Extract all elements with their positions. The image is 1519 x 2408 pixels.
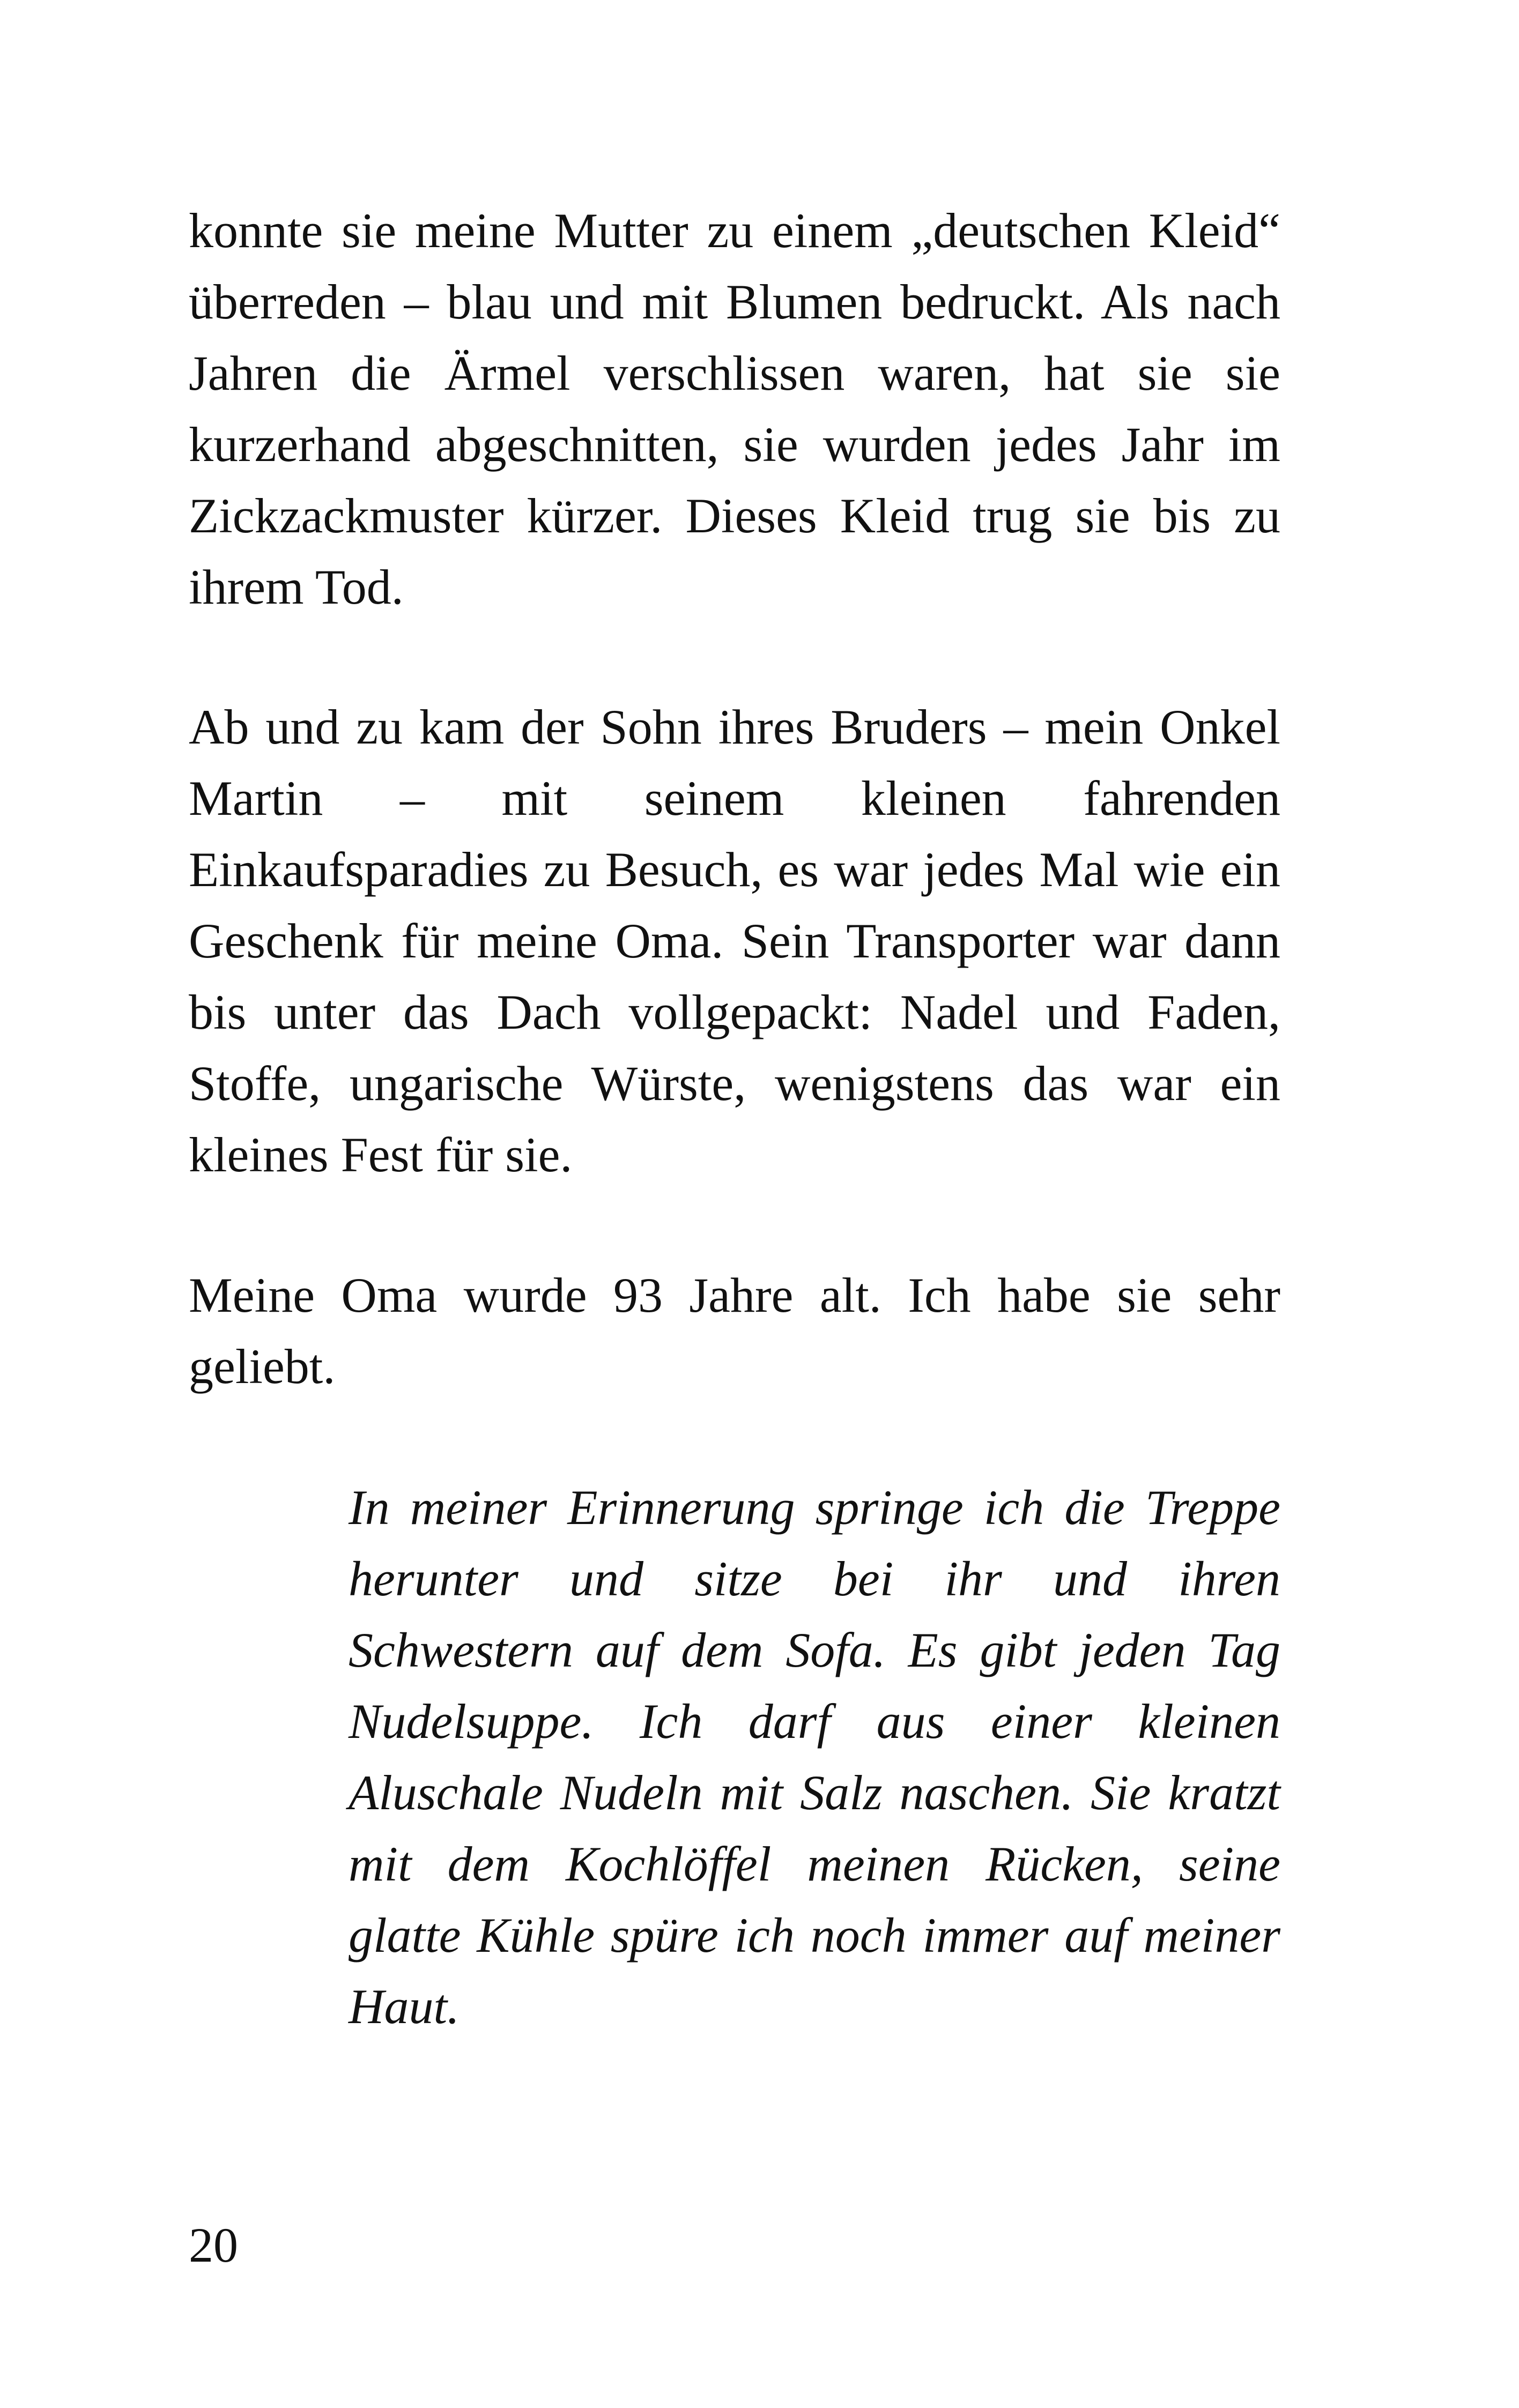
paragraph-grandma-age: Meine Oma wurde 93 Jahre alt. Ich habe sie sehr geliebt. (189, 1268, 1280, 1394)
italic-memory-quote: In meiner Erinnerung springe ich die Treppe herunter und sitze bei ihr und ihren Schwestern auf dem Sofa. Es gibt jeden Tag Nudelsuppe. Ich darf aus einer kleinen Aluschale Nudeln mit Salz naschen. Sie kratzt mit dem Kochlöffel meinen Rücken, seine glatte Kühle spüre ich noch immer auf meiner Haut. (349, 1480, 1280, 2034)
page-number: 20 (189, 2218, 238, 2272)
paragraph-uncle-martin: Ab und zu kam der Sohn ihres Bruders – mein Onkel Martin – mit seinem kleinen fahrenden Einkaufsparadies zu Besuch, es war jedes Mal wie ein Geschenk für meine Oma. Sein Transporter war dann bis unter das Dach vollgepackt: Nadel und Faden, Stoffe, ungarische Würste, wenigstens das war ein kleines Fest für sie. (189, 700, 1280, 1182)
paragraph-dress: konnte sie meine Mutter zu einem „deutschen Kleid“ überreden – blau und mit Blumen bedruckt. Als nach Jahren die Ärmel verschlissen waren, hat sie sie kurzerhand abgeschnitten, sie wurden jedes Jahr im Zickzackmuster kürzer. Dieses Kleid trug sie bis zu ihrem Tod. (189, 203, 1280, 614)
